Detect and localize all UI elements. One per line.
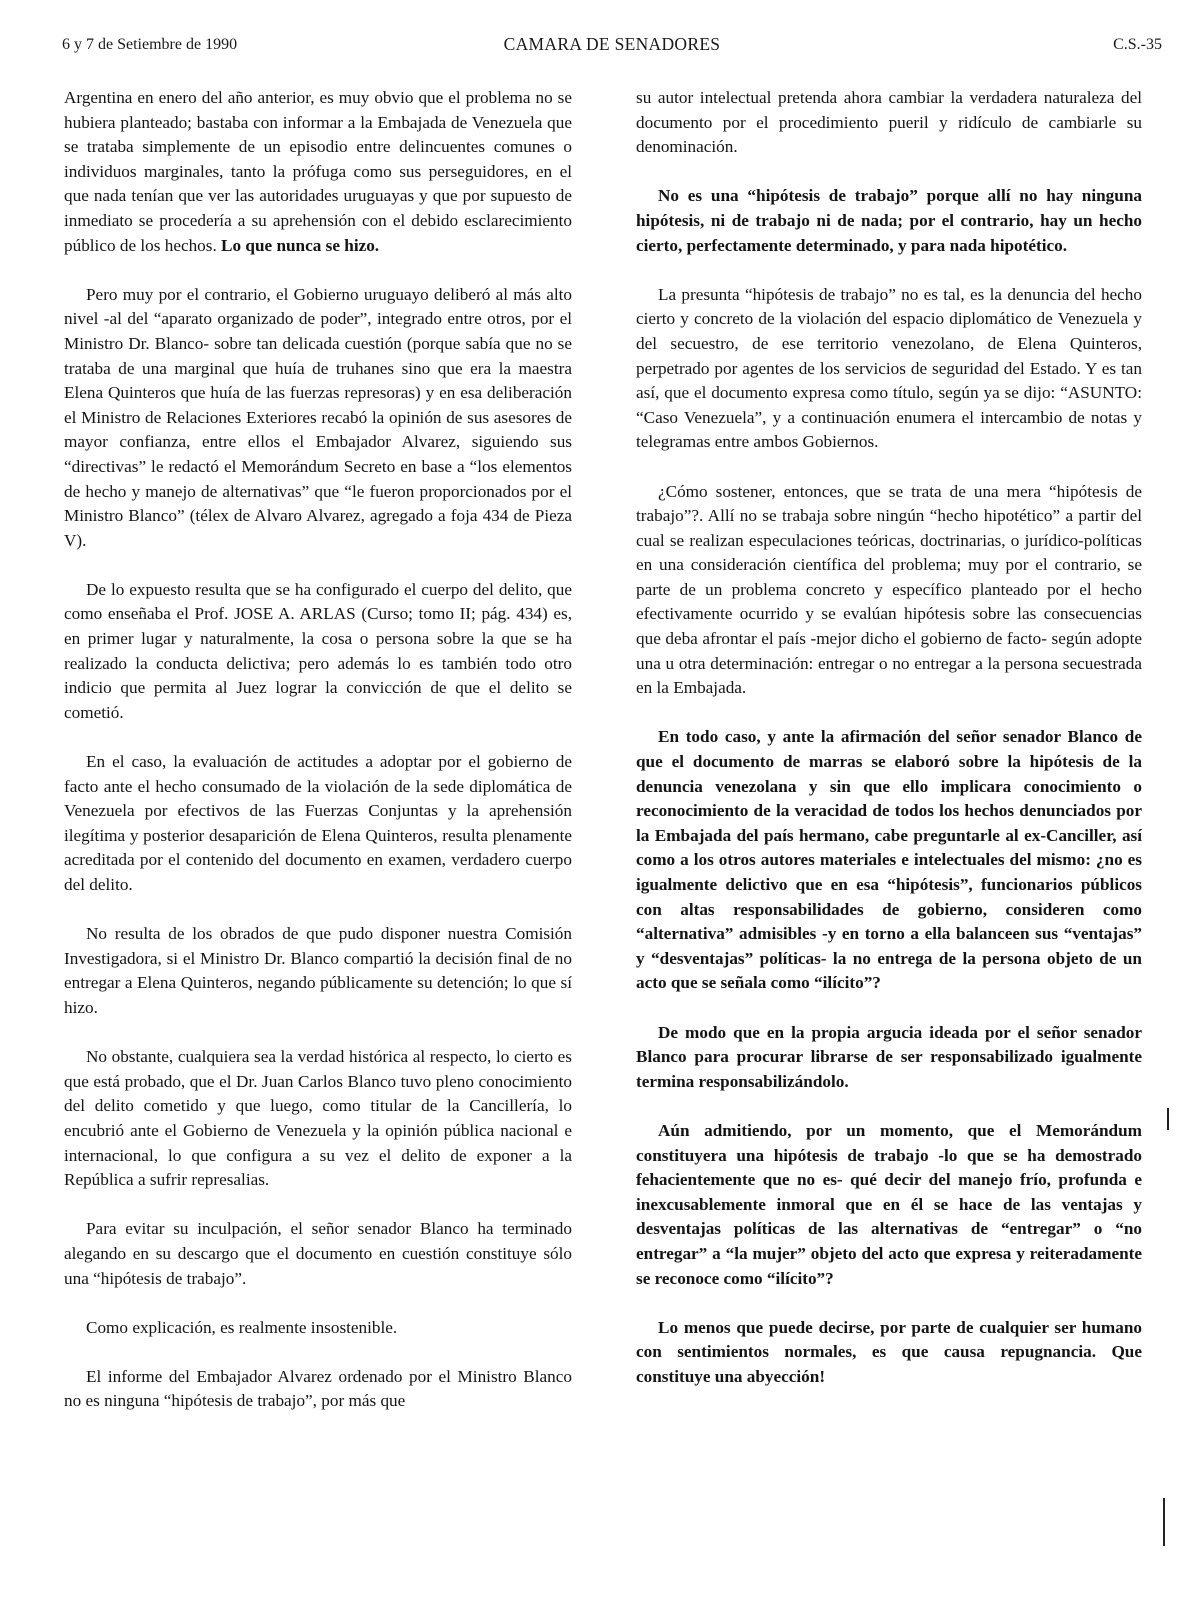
- margin-mark: [1167, 1108, 1169, 1130]
- paragraph: Para evitar su inculpación, el señor senador Blanco ha terminado alegando en su descargo que el documento en cuestión constituye sólo una “hipótesis de trabajo”.: [64, 1219, 572, 1288]
- paragraph: En el caso, la evaluación de actitudes a adoptar por el gobierno de facto ante el hecho consumado de la violación de la sede diplomática de Venezuela por efectivos de las Fuerzas Conjuntas y la aprehensión ilegítima y posterior desaparición de Elena Quinteros, resulta plenamente acreditada por el contenido del documento en examen, verdadero cuerpo del delito.: [64, 752, 572, 894]
- paragraph: El informe del Embajador Alvarez ordenado por el Ministro Blanco no es ninguna “hipótesis de trabajo”, por más que: [64, 1366, 572, 1411]
- bold-paragraph: Lo menos que puede decirse, por parte de cualquier ser humano con sentimientos normales, es que causa repugnancia. Que constituye una abyección!: [636, 1317, 1142, 1386]
- bold-paragraph: Aún admitiendo, por un momento, que el Memorándum constituyera una hipótesis de trabajo -lo que se ha demostrado fehacientemente que no es- qué decir del manejo frío, profunda e inexcusablemente inmoral que en él se hace de las ventajas y desventajas políticas de las alternativas de “entregar” o “no entregar” a “la mujer” objeto del acto que expresa y reiteradamente se reconoce como “ilícito”?: [636, 1120, 1142, 1288]
- bold-paragraph: De modo que en la propia argucia ideada por el señor senador Blanco para procurar librarse de ser responsabilizado igualmente termina responsabilizándolo.: [636, 1022, 1142, 1091]
- paragraph: No obstante, cualquiera sea la verdad histórica al respecto, lo cierto es que está probado, que el Dr. Juan Carlos Blanco tuvo pleno conocimiento del delito cometido y que luego, como titular de la Cancillería, lo encubrió ante el Gobierno de Venezuela y la opinión pública nacional e internacional, lo que configura a su vez el delito de exponer a la República a sufrir represalias.: [64, 1047, 572, 1190]
- paragraph: [64, 86, 572, 258]
- paragraph: Como explicación, es realmente insostenible.: [86, 1317, 398, 1337]
- page-reference: C.S.-35: [1113, 36, 1162, 53]
- bold-paragraph: No es una “hipótesis de trabajo” porque allí no hay ninguna hipótesis, ni de trabajo ni de nada; por el contrario, hay un hecho cierto, perfectamente determinado, y para nada hipotético.: [636, 186, 1142, 255]
- left-column: [64, 86, 572, 1439]
- paragraph: Pero muy por el contrario, el Gobierno uruguayo deliberó al más alto nivel -al del “aparato organizado de poder”, integrado entre otros, por el Ministro Dr. Blanco- sobre tan delicada cuestión (porque sabía que no se trataba de una marginal que huía de truhanes sino que era la maestra Elena Quinteros que huía de las fuerzas represoras) y en esa deliberación el Ministro de Relaciones Exteriores recabó la opinión de sus asesores de mayor confianza, entre ellos el Embajador Alvarez, siguiendo sus “directivas” le redactó el Memorándum Secreto en base a “los elementos de hecho y manejo de alternativas” que “le fueron proporcionados por el Ministro Blanco” (télex de Alvaro Alvarez, agregado a foja 434 de Pieza V).: [64, 284, 572, 550]
- paragraph: La presunta “hipótesis de trabajo” no es tal, es la denuncia del hecho cierto y concreto de la violación del espacio diplomático de Venezuela y del secuestro, de ese territorio venezolano, de Elena Quinteros, perpetrado por agentes de los servicios de seguridad del Estado. Y es tan así, que el documento expresa como título, según ya se dijo: “ASUNTO: “Caso Venezuela”, y a continuación enumera el intercambio de notas y telegramas entre ambos Gobiernos.: [636, 284, 1142, 452]
- bold-phrase: Lo que nunca se hizo.: [221, 235, 380, 255]
- page-header: [62, 34, 1162, 58]
- bold-paragraph: En todo caso, y ante la afirmación del señor senador Blanco de que el documento de marras se elaboró sobre la hipótesis de la denuncia venezolana y sin que ello implicara conocimiento o reconocimiento de la veracidad de todos los hechos denunciados por la Embajada del país hermano, cabe preguntarle al ex-Canciller, así como a los otros autores materiales e intelectuales del mismo: ¿no es igualmente delictivo que en esa “hipótesis”, funcionarios públicos con altas responsabilidades de gobierno, consideren como “alternativa” admisibles -y en torno a ella balanceen sus “ventajas” y “desventajas” políticas- la no entrega de la persona objeto de un acto que se señala como “ilícito”?: [636, 727, 1142, 993]
- paragraph: su autor intelectual pretenda ahora cambiar la verdadera naturaleza del documento por el procedimiento pueril y ridículo de cambiarle su denominación.: [636, 88, 1142, 157]
- paragraph: No resulta de los obrados de que pudo disponer nuestra Comisión Investigadora, si el Ministro Dr. Blanco compartió la decisión final de no entregar a Elena Quinteros, negando públicamente su detención; lo que sí hizo.: [64, 924, 572, 1017]
- right-column: [636, 86, 1142, 1414]
- chamber-title: CAMARA DE SENADORES: [503, 34, 721, 54]
- session-date: 6 y 7 de Setiembre de 1990: [62, 36, 238, 53]
- paragraph: De lo expuesto resulta que se ha configurado el cuerpo del delito, que como enseñaba el Prof. JOSE A. ARLAS (Curso; tomo II; pág. 434) es, en primer lugar y naturalmente, la cosa o persona sobre la que se ha realizado la conducta delictiva; pero además lo es también todo otro indicio que permita al Juez lograr la convicción de que el delito se cometió.: [64, 579, 572, 722]
- margin-mark: [1163, 1498, 1165, 1546]
- paragraph-text: Argentina en enero del año anterior, es muy obvio que el problema no se hubiera planteado; bastaba con informar a la Embajada de Venezuela que se trataba simplemente de un episodio entre delincuentes comunes o individuos marginales, tanto la prófuga como sus perseguidores, en el que nada tenían que ver las autoridades uruguayas y que por supuesto de inmediato se procedería a su aprehensión con el debido esclarecimiento público de los hechos.: [64, 88, 572, 255]
- paragraph: ¿Cómo sostener, entonces, que se trata de una mera “hipótesis de trabajo”?. Allí no se trabaja sobre ningún “hecho hipotético” a partir del cual se realizan especulaciones teóricas, doctrinarias, o jurídico-políticas en una consideración científica del problema; muy por el contrario, se parte de un problema concreto y específico planteado por el hecho efectivamente ocurrido y se evalúan hipótesis sobre las consecuencias que deba afrontar el país -mejor dicho el gobierno de facto- según adopte una u otra determinación: entregar o no entregar a la persona secuestrada en la Embajada.: [636, 481, 1142, 698]
